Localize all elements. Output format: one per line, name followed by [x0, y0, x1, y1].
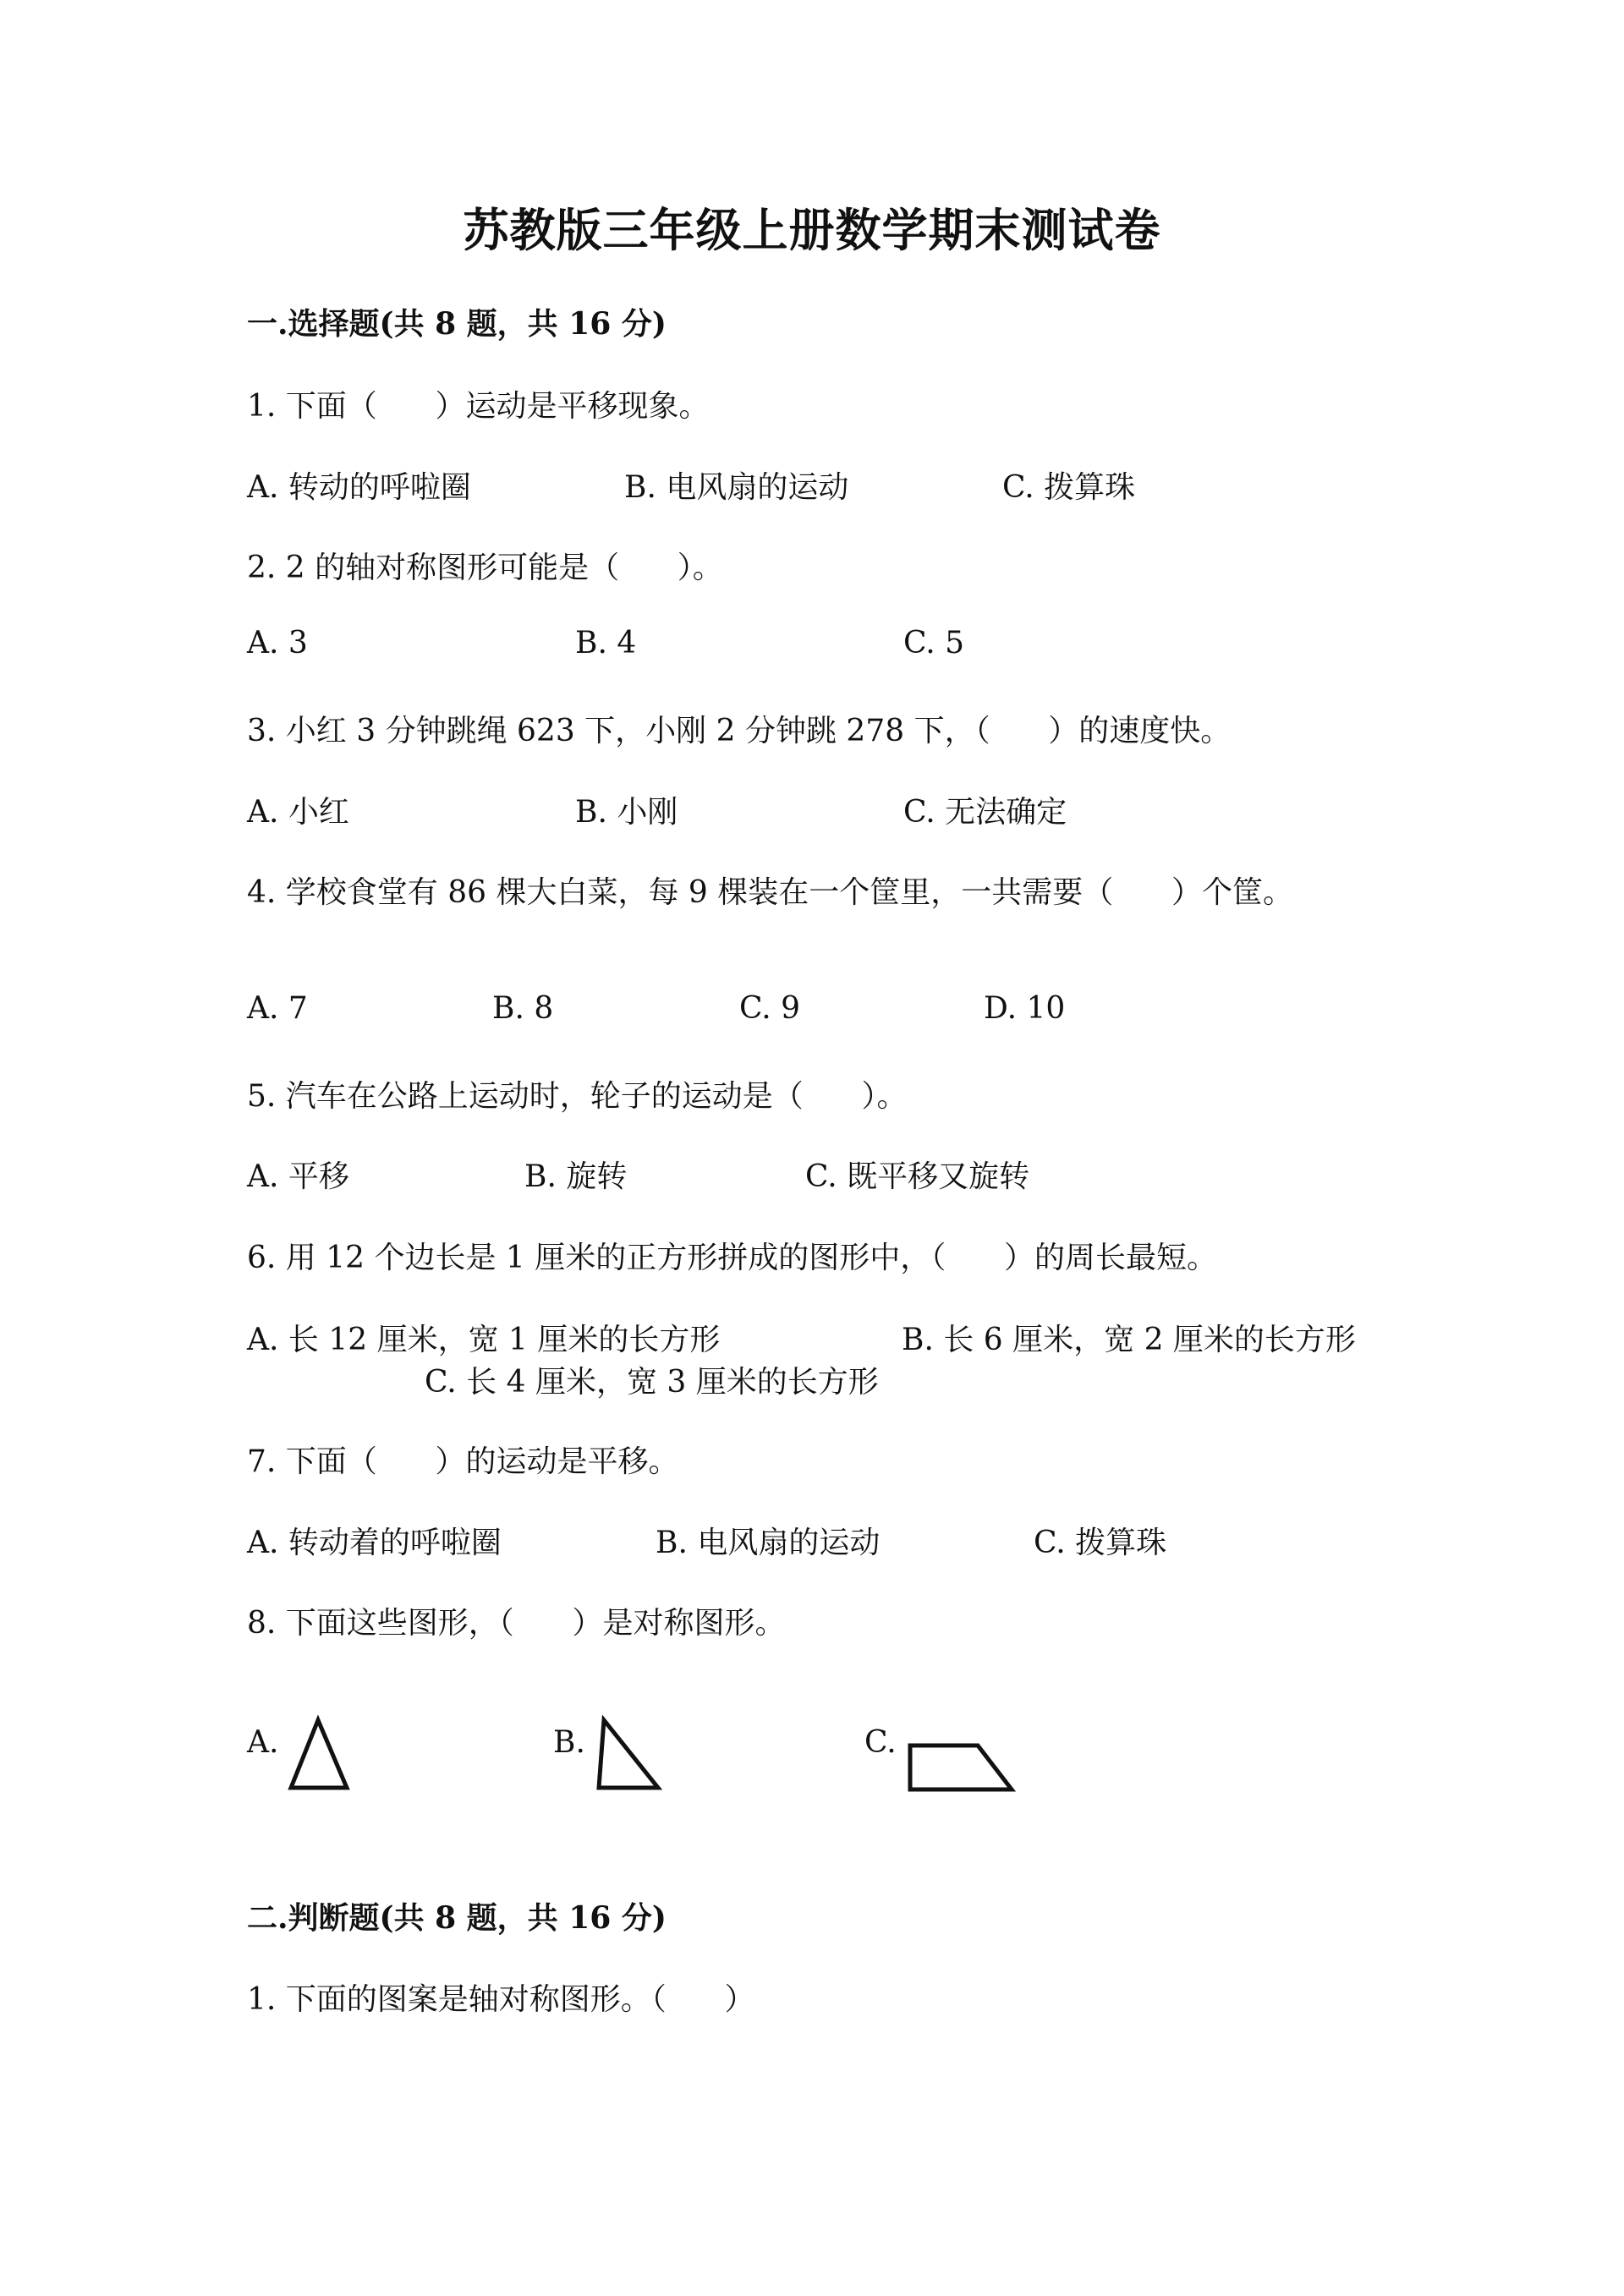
- question-8-option-c: C.: [864, 1725, 897, 1760]
- question-4-option-c: C. 9: [739, 991, 801, 1026]
- question-5-stem: 5. 汽车在公路上运动时，轮子的运动是（ ）。: [247, 1079, 908, 1114]
- question-1-option-c: C. 拨算珠: [1002, 470, 1136, 505]
- question-7-option-c: C. 拨算珠: [1034, 1526, 1167, 1560]
- question-5-option-a: A. 平移: [247, 1159, 349, 1194]
- scalene-triangle-figure: [592, 1715, 663, 1793]
- question-7-stem: 7. 下面（ ）的运动是平移。: [247, 1444, 679, 1479]
- question-3-option-a: A. 小红: [247, 795, 349, 830]
- question-2-option-b: B. 4: [575, 626, 637, 660]
- question-6-option-c: C. 长 4 厘米，宽 3 厘米的长方形: [425, 1365, 879, 1400]
- question-6-option-a: A. 长 12 厘米，宽 1 厘米的长方形: [247, 1323, 721, 1357]
- question-6-option-b: B. 长 6 厘米，宽 2 厘米的长方形: [902, 1323, 1356, 1357]
- question-3-option-c: C. 无法确定: [903, 795, 1067, 830]
- question-1-stem: 1. 下面（ ）运动是平移现象。: [247, 389, 710, 424]
- section-heading-judgement: 二.判断题(共 8 题，共 16 分): [247, 1900, 667, 1936]
- question-1-option-a: A. 转动的呼啦圈: [247, 470, 471, 505]
- question-4-stem: 4. 学校食堂有 86 棵大白菜，每 9 棵装在一个筐里，一共需要（ ）个筐。: [247, 875, 1293, 910]
- question-8-option-b: B.: [553, 1725, 585, 1760]
- isosceles-triangle-figure: [284, 1715, 352, 1793]
- question-3-stem: 3. 小红 3 分钟跳绳 623 下，小刚 2 分钟跳 278 下，（ ）的速度快。: [247, 714, 1232, 748]
- judgement-question-1-stem: 1. 下面的图案是轴对称图形。（ ）: [247, 1982, 755, 2017]
- trapezoid-figure: [903, 1739, 1018, 1796]
- page-title: 苏教版三年级上册数学期末测试卷: [463, 203, 1161, 257]
- question-8-option-a: A.: [247, 1725, 279, 1760]
- question-3-option-b: B. 小刚: [575, 795, 678, 830]
- question-2-option-c: C. 5: [903, 626, 965, 660]
- question-1-option-b: B. 电风扇的运动: [624, 470, 849, 505]
- question-4-option-b: B. 8: [492, 991, 554, 1026]
- question-8-stem: 8. 下面这些图形，（ ）是对称图形。: [247, 1606, 786, 1641]
- question-2-stem: 2. 2 的轴对称图形可能是（ ）。: [247, 551, 723, 585]
- question-4-option-d: D. 10: [984, 991, 1066, 1026]
- question-2-option-a: A. 3: [247, 626, 308, 660]
- section-heading-choice: 一.选择题(共 8 题，共 16 分): [247, 306, 667, 342]
- question-7-option-b: B. 电风扇的运动: [656, 1526, 881, 1560]
- question-5-option-c: C. 既平移又旋转: [805, 1159, 1030, 1194]
- question-5-option-b: B. 旋转: [524, 1159, 628, 1194]
- question-4-option-a: A. 7: [247, 991, 308, 1026]
- question-6-stem: 6. 用 12 个边长是 1 厘米的正方形拼成的图形中，（ ）的周长最短。: [247, 1241, 1217, 1275]
- question-7-option-a: A. 转动着的呼啦圈: [247, 1526, 502, 1560]
